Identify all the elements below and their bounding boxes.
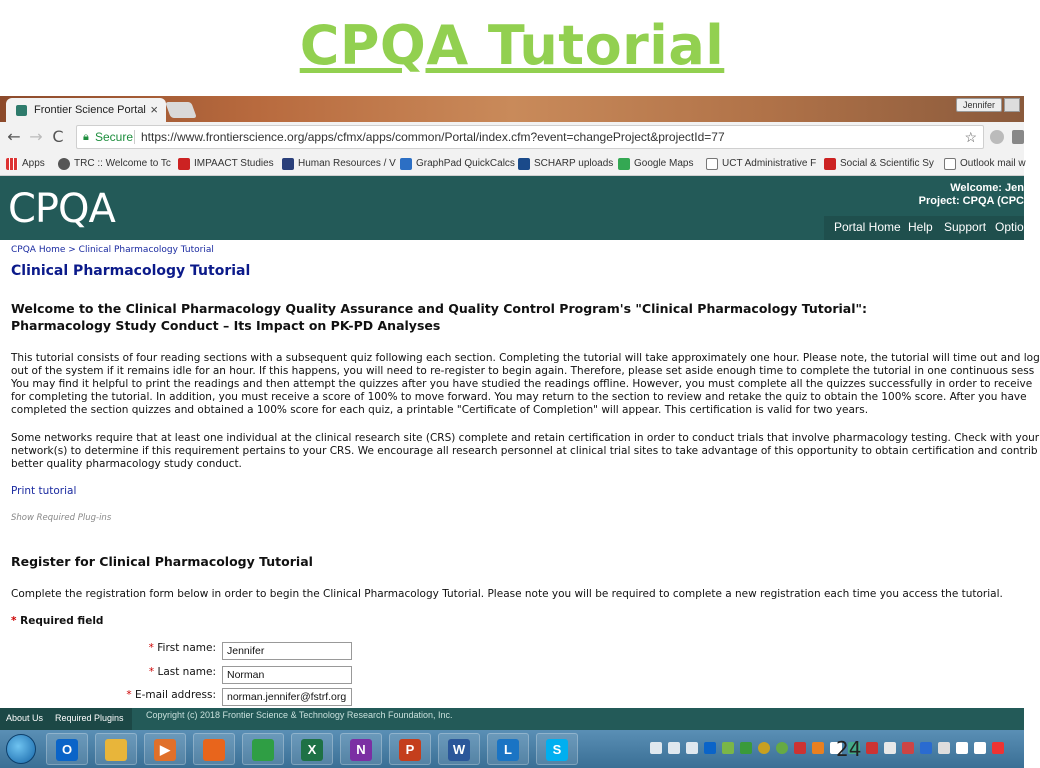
tray-icon[interactable] — [902, 742, 914, 754]
required-asterisk: * — [148, 642, 154, 654]
tray-icon[interactable] — [776, 742, 788, 754]
bookmark-scharp[interactable]: SCHARP uploads — [518, 156, 613, 172]
signal-icon[interactable] — [956, 742, 968, 754]
slide-number: 24 — [836, 737, 862, 761]
tab-title: Frontier Science Portal — [34, 104, 146, 116]
url-text: https://www.frontierscience.org/apps/cfmx/apps/common/Portal/index.cfm?event=changeProject&projectId=77 — [141, 130, 725, 144]
outlook-tray-icon[interactable] — [704, 742, 716, 754]
email-field[interactable] — [222, 688, 352, 706]
slide-title: CPQA Tutorial — [299, 14, 725, 77]
bookmark-social-scientific[interactable]: Social & Scientific Sy — [824, 156, 934, 172]
page-content — [0, 240, 1040, 708]
onenote-icon: N — [350, 739, 372, 761]
bookmark-star-icon[interactable]: ☆ — [964, 129, 977, 145]
word-icon: W — [448, 739, 470, 761]
bookmark-graphpad[interactable]: GraphPad QuickCalcs — [400, 156, 515, 172]
nav-options[interactable]: Option — [995, 220, 1031, 234]
bluetooth-icon[interactable] — [920, 742, 932, 754]
tab-strip — [0, 96, 1024, 122]
bookmark-outlook[interactable]: Outlook mail w — [944, 156, 1026, 172]
bookmark-google-maps[interactable]: Google Maps — [618, 156, 693, 172]
email-label-text: E-mail address: — [134, 689, 216, 701]
required-field-note — [11, 615, 103, 627]
url-input[interactable] — [76, 125, 984, 149]
nav-help[interactable]: Help — [908, 220, 933, 234]
page-icon — [706, 158, 718, 170]
address-bar-row — [0, 122, 1024, 152]
welcome-text: Welcome: Jen — [950, 182, 1024, 194]
intro-line: This tutorial consists of four reading sections with a subsequent quiz following each section. Completing the tutorial will take approximately one hour. Please note, the tutorial will time out and log — [11, 352, 1040, 364]
bookmark-icon — [824, 158, 836, 170]
outlook-icon: O — [56, 739, 78, 761]
taskbar-onenote-button[interactable] — [340, 733, 382, 765]
taskbar-outlook-button[interactable] — [46, 733, 88, 765]
site-logo[interactable]: CPQA — [8, 186, 115, 232]
welcome-heading-subline: Pharmacology Study Conduct – Its Impact on PK-PD Analyses — [11, 318, 441, 333]
last-name-label-text: Last name: — [157, 666, 216, 678]
first-name-label — [149, 642, 216, 654]
extension-icon[interactable] — [990, 130, 1004, 144]
project-text: Project: CPQA (CPC — [918, 195, 1024, 207]
last-name-field[interactable] — [222, 666, 352, 684]
new-tab-button[interactable] — [165, 102, 197, 118]
bookmark-hr[interactable]: Human Resources / V — [282, 156, 396, 172]
site-footer — [0, 708, 1024, 730]
lync-icon: L — [497, 739, 519, 761]
flag-icon[interactable] — [992, 742, 1004, 754]
tab-close-icon[interactable]: × — [150, 102, 158, 117]
required-asterisk: * — [11, 615, 17, 627]
excel-icon: X — [301, 739, 323, 761]
copyright-text: Copyright (c) 2018 Frontier Science & Technology Research Foundation, Inc. — [146, 710, 453, 720]
taskbar-excel-button[interactable] — [291, 733, 333, 765]
start-button[interactable] — [6, 734, 36, 764]
bookmark-icon — [178, 158, 190, 170]
intro-line: You may find it helpful to print the readings and then attempt the quizzes after you have studied the readings offline. However, you must complete all the quizzes successfully in order to receive — [11, 378, 1033, 390]
browser-chrome — [0, 96, 1024, 176]
shield-icon — [282, 158, 294, 170]
intro-paragraph — [11, 352, 1040, 417]
tray-icon[interactable] — [686, 742, 698, 754]
last-name-label — [149, 666, 216, 678]
taskbar-skype-button[interactable] — [536, 733, 578, 765]
about-us-link[interactable]: About Us — [6, 713, 44, 723]
welcome-heading — [11, 300, 1021, 334]
bookmark-icon — [400, 158, 412, 170]
shield-icon[interactable] — [794, 742, 806, 754]
network-paragraph — [11, 432, 1040, 471]
printer-icon[interactable] — [650, 742, 662, 754]
intro-line: completed the section quizzes and obtained a 100% score for each quiz, a printable "Certificate of Completion" will appear. This certification is valid for two years. — [11, 404, 869, 416]
omnibox-divider — [134, 130, 135, 144]
nav-support[interactable]: Support — [944, 220, 987, 234]
bookmark-impaact[interactable]: IMPAACT Studies — [178, 156, 274, 172]
system-tray — [646, 738, 1016, 760]
taskbar-word-button[interactable] — [438, 733, 480, 765]
tray-icon[interactable] — [722, 742, 734, 754]
top-nav — [824, 216, 1031, 240]
volume-icon[interactable] — [974, 742, 986, 754]
tray-icon[interactable] — [812, 742, 824, 754]
print-tutorial-link[interactable]: Print tutorial — [11, 485, 77, 497]
tray-icon[interactable] — [884, 742, 896, 754]
register-instructions: Complete the registration form below in order to begin the Clinical Pharmacology Tutorial. Please note you will be required to complete a new registration each time you access the tutorial. — [11, 588, 1003, 600]
favicon-icon — [16, 105, 27, 116]
taskbar-firefox-button[interactable] — [193, 733, 235, 765]
tray-icon[interactable] — [938, 742, 950, 754]
page-title: Clinical Pharmacology Tutorial — [11, 263, 251, 279]
taskbar-explorer-button[interactable] — [95, 733, 137, 765]
first-name-label-text: First name: — [157, 642, 216, 654]
lock-icon: 🔒︎ — [83, 131, 89, 143]
bookmark-icon — [58, 158, 70, 170]
network-line: network(s) to determine if this requirement pertains to your CRS. We encourage all research personnel at clinical trial sites to take advantage of this opportunity to obtain certification and contrib — [11, 445, 1038, 457]
explorer-icon — [105, 739, 127, 761]
firefox-icon — [203, 739, 225, 761]
register-heading: Register for Clinical Pharmacology Tutorial — [11, 554, 313, 569]
media-icon: ▶ — [154, 739, 176, 761]
taskbar — [0, 730, 1024, 768]
bookmark-apps[interactable]: Apps — [6, 156, 45, 172]
tray-icon[interactable] — [668, 742, 680, 754]
taskbar-lync-button[interactable] — [487, 733, 529, 765]
intro-line: out of the system if it remains idle for an hour. If this happens, you will need to re-register to begin again. Therefore, please set aside enough time to complete the tutorial in one continuous sess — [11, 365, 1035, 377]
reload-button[interactable]: C — [52, 127, 64, 146]
taskbar-powerpoint-button[interactable] — [389, 733, 431, 765]
required-asterisk: * — [148, 666, 155, 678]
required-label: Required field — [20, 615, 104, 627]
minimize-button[interactable] — [1004, 98, 1020, 112]
intro-line: for completing the tutorial. In addition, you must receive a score of 100% to move forward. You may return to the section to review and retake the quiz to obtain the 100% score. After you have — [11, 391, 1027, 403]
footer-links — [0, 708, 132, 730]
email-label — [126, 689, 216, 701]
extension-icon-2[interactable] — [1012, 130, 1024, 144]
chrome-icon — [252, 739, 274, 761]
secure-label: Secure — [95, 130, 134, 144]
network-line: Some networks require that at least one individual at the clinical research site (CRS) complete and retain certification in order to conduct trials that involve pharmacology testing. Check with your — [11, 432, 1040, 444]
breadcrumb[interactable]: CPQA Home > Clinical Pharmacology Tutorial — [11, 245, 214, 255]
site-header — [0, 176, 1031, 240]
required-plugins-link[interactable]: Required Plugins — [55, 713, 124, 723]
nav-portal-home[interactable]: Portal Home — [834, 220, 901, 234]
forward-button[interactable]: → — [29, 127, 43, 146]
back-button[interactable]: ← — [7, 127, 21, 146]
profile-button[interactable]: Jennifer — [956, 98, 1002, 112]
show-plugins-link[interactable]: Show Required Plug-ins — [11, 513, 112, 523]
bookmarks-bar — [0, 152, 1024, 176]
welcome-heading-line: Welcome to the Clinical Pharmacology Quality Assurance and Quality Control Program's "Clinical Pharmacology Tutorial": — [11, 301, 868, 316]
powerpoint-icon: P — [399, 739, 421, 761]
map-icon — [618, 158, 630, 170]
required-asterisk: * — [126, 689, 132, 701]
tab-frontier-portal[interactable] — [6, 98, 166, 122]
bookmark-uct[interactable]: UCT Administrative F — [706, 156, 816, 172]
slide-title-bar — [0, 0, 1024, 96]
tray-icon[interactable] — [740, 742, 752, 754]
user-info — [919, 182, 1024, 208]
bookmark-icon — [518, 158, 530, 170]
apps-grid-icon — [6, 158, 18, 170]
taskbar-media-button[interactable] — [144, 733, 186, 765]
skype-icon: S — [546, 739, 568, 761]
taskbar-chrome-button[interactable] — [242, 733, 284, 765]
tray-icon[interactable] — [758, 742, 770, 754]
first-name-field[interactable] — [222, 642, 352, 660]
bookmark-trc[interactable]: TRC :: Welcome to Tc — [58, 156, 171, 172]
tray-icon[interactable] — [866, 742, 878, 754]
network-line: better quality pharmacology study conduct. — [11, 458, 242, 470]
page-icon — [944, 158, 956, 170]
